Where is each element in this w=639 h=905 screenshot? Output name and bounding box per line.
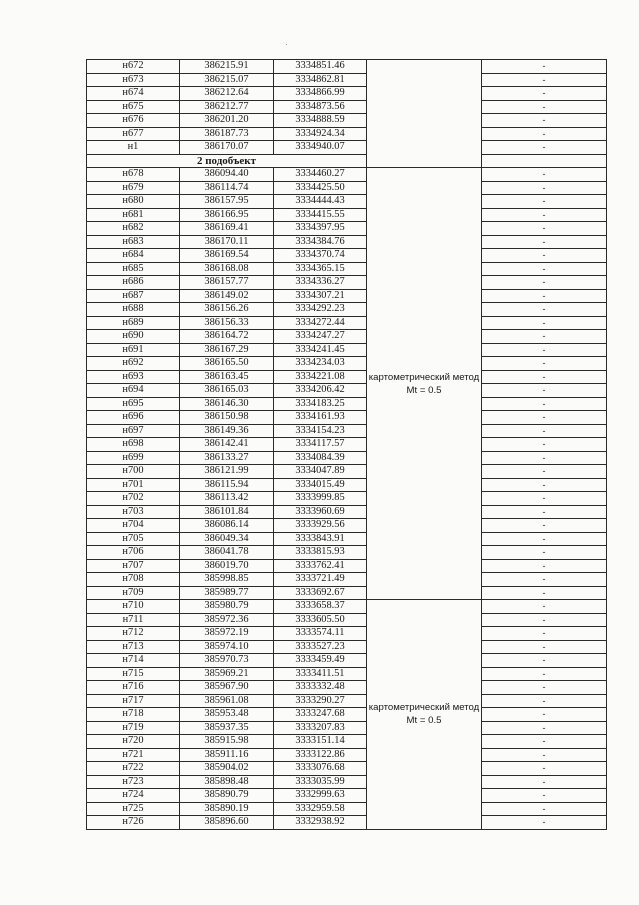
table-row [87, 613, 607, 627]
table-row [87, 316, 607, 330]
y-coordinate-cell: 3334384.76 [274, 235, 367, 249]
accuracy-cell: - [482, 330, 607, 344]
table-row [87, 195, 607, 209]
y-coordinate-cell: 3334221.08 [274, 370, 367, 384]
y-coordinate-cell: 3334444.43 [274, 195, 367, 209]
accuracy-cell: - [482, 195, 607, 209]
point-id-cell: н681 [87, 208, 180, 222]
y-coordinate-cell: 3333843.91 [274, 532, 367, 546]
point-id-cell: н672 [87, 60, 180, 74]
table-row [87, 600, 607, 614]
x-coordinate-cell: 385911.16 [180, 748, 274, 762]
table-row [87, 249, 607, 263]
x-coordinate-cell: 386168.08 [180, 262, 274, 276]
point-id-cell: н696 [87, 411, 180, 425]
y-coordinate-cell: 3332959.58 [274, 802, 367, 816]
accuracy-cell: - [482, 438, 607, 452]
x-coordinate-cell: 386157.77 [180, 276, 274, 290]
table-row [87, 235, 607, 249]
x-coordinate-cell: 386156.26 [180, 303, 274, 317]
accuracy-cell: - [482, 289, 607, 303]
accuracy-cell: - [482, 681, 607, 695]
x-coordinate-cell: 386166.95 [180, 208, 274, 222]
y-coordinate-cell: 3334336.27 [274, 276, 367, 290]
y-coordinate-cell: 3333207.83 [274, 721, 367, 735]
x-coordinate-cell: 386121.99 [180, 465, 274, 479]
y-coordinate-cell: 3334234.03 [274, 357, 367, 371]
y-coordinate-cell: 3334084.39 [274, 451, 367, 465]
point-id-cell: н692 [87, 357, 180, 371]
accuracy-cell: - [482, 654, 607, 668]
accuracy-cell: - [482, 816, 607, 830]
x-coordinate-cell: 385980.79 [180, 600, 274, 614]
accuracy-cell: - [482, 357, 607, 371]
table-row [87, 141, 607, 155]
x-coordinate-cell: 386150.98 [180, 411, 274, 425]
y-coordinate-cell: 3334241.45 [274, 343, 367, 357]
table-row [87, 222, 607, 236]
point-id-cell: н711 [87, 613, 180, 627]
accuracy-cell: - [482, 343, 607, 357]
section-row [87, 154, 607, 168]
point-id-cell: н687 [87, 289, 180, 303]
point-id-cell: н717 [87, 694, 180, 708]
point-id-cell: н726 [87, 816, 180, 830]
method-cell [367, 60, 482, 168]
accuracy-cell: - [482, 73, 607, 87]
accuracy-cell: - [482, 60, 607, 74]
accuracy-cell: - [482, 519, 607, 533]
point-id-cell: н713 [87, 640, 180, 654]
table-row [87, 667, 607, 681]
accuracy-cell: - [482, 586, 607, 600]
point-id-cell: н700 [87, 465, 180, 479]
point-id-cell: н723 [87, 775, 180, 789]
point-id-cell: н678 [87, 168, 180, 182]
scan-speck [286, 44, 287, 45]
accuracy-cell: - [482, 532, 607, 546]
table-row [87, 627, 607, 641]
x-coordinate-cell: 386165.03 [180, 384, 274, 398]
point-id-cell: н676 [87, 114, 180, 128]
accuracy-cell: - [482, 748, 607, 762]
point-id-cell: н706 [87, 546, 180, 560]
point-id-cell: н722 [87, 762, 180, 776]
point-id-cell: н716 [87, 681, 180, 695]
point-id-cell: н710 [87, 600, 180, 614]
x-coordinate-cell: 385970.73 [180, 654, 274, 668]
x-coordinate-cell: 385989.77 [180, 586, 274, 600]
y-coordinate-cell: 3333692.67 [274, 586, 367, 600]
table-row [87, 465, 607, 479]
point-id-cell: н703 [87, 505, 180, 519]
x-coordinate-cell: 386215.07 [180, 73, 274, 87]
point-id-cell: н684 [87, 249, 180, 263]
table-row [87, 492, 607, 506]
accuracy-cell: - [482, 411, 607, 425]
accuracy-cell: - [482, 208, 607, 222]
table-row [87, 114, 607, 128]
y-coordinate-cell: 3334183.25 [274, 397, 367, 411]
point-id-cell: н714 [87, 654, 180, 668]
table-row [87, 438, 607, 452]
y-coordinate-cell: 3333411.51 [274, 667, 367, 681]
table-row [87, 397, 607, 411]
point-id-cell: н712 [87, 627, 180, 641]
y-coordinate-cell: 3333290.27 [274, 694, 367, 708]
x-coordinate-cell: 386019.70 [180, 559, 274, 573]
table-row [87, 735, 607, 749]
accuracy-cell: - [482, 708, 607, 722]
y-coordinate-cell: 3333122.86 [274, 748, 367, 762]
point-id-cell: н690 [87, 330, 180, 344]
x-coordinate-cell: 386049.34 [180, 532, 274, 546]
y-coordinate-cell: 3332999.63 [274, 789, 367, 803]
x-coordinate-cell: 385961.08 [180, 694, 274, 708]
point-id-cell: н695 [87, 397, 180, 411]
y-coordinate-cell: 3333999.85 [274, 492, 367, 506]
y-coordinate-cell: 3334851.46 [274, 60, 367, 74]
point-id-cell: н694 [87, 384, 180, 398]
y-coordinate-cell: 3334161.93 [274, 411, 367, 425]
x-coordinate-cell: 386169.41 [180, 222, 274, 236]
table-row [87, 289, 607, 303]
y-coordinate-cell: 3333815.93 [274, 546, 367, 560]
coordinates-table-body [87, 60, 607, 830]
y-coordinate-cell: 3334415.55 [274, 208, 367, 222]
x-coordinate-cell: 385898.48 [180, 775, 274, 789]
table-row [87, 640, 607, 654]
accuracy-cell: - [482, 559, 607, 573]
y-coordinate-cell: 3334425.50 [274, 181, 367, 195]
accuracy-cell: - [482, 181, 607, 195]
y-coordinate-cell: 3333151.14 [274, 735, 367, 749]
table-row [87, 519, 607, 533]
accuracy-cell: - [482, 235, 607, 249]
accuracy-cell: - [482, 775, 607, 789]
x-coordinate-cell: 386169.54 [180, 249, 274, 263]
y-coordinate-cell: 3334047.89 [274, 465, 367, 479]
point-id-cell: н680 [87, 195, 180, 209]
point-id-cell: н707 [87, 559, 180, 573]
accuracy-cell: - [482, 600, 607, 614]
table-row [87, 559, 607, 573]
y-coordinate-cell: 3332938.92 [274, 816, 367, 830]
x-coordinate-cell: 386149.36 [180, 424, 274, 438]
point-id-cell: н698 [87, 438, 180, 452]
x-coordinate-cell: 386086.14 [180, 519, 274, 533]
y-coordinate-cell: 3334015.49 [274, 478, 367, 492]
accuracy-cell: - [482, 141, 607, 155]
y-coordinate-cell: 3333332.48 [274, 681, 367, 695]
accuracy-cell: - [482, 478, 607, 492]
method-cell: картометрический метод Mt = 0.5 [367, 168, 482, 600]
point-id-cell: н693 [87, 370, 180, 384]
accuracy-cell: - [482, 762, 607, 776]
accuracy-cell: - [482, 87, 607, 101]
y-coordinate-cell: 3334873.56 [274, 100, 367, 114]
point-id-cell: н673 [87, 73, 180, 87]
point-id-cell: н677 [87, 127, 180, 141]
x-coordinate-cell: 386215.91 [180, 60, 274, 74]
table-row [87, 546, 607, 560]
accuracy-cell: - [482, 640, 607, 654]
accuracy-cell: - [482, 465, 607, 479]
accuracy-cell: - [482, 100, 607, 114]
section-accuracy-cell [482, 154, 607, 168]
x-coordinate-cell: 386163.45 [180, 370, 274, 384]
table-row [87, 168, 607, 182]
point-id-cell: н686 [87, 276, 180, 290]
point-id-cell: н683 [87, 235, 180, 249]
y-coordinate-cell: 3334307.21 [274, 289, 367, 303]
x-coordinate-cell: 386187.73 [180, 127, 274, 141]
table-row [87, 127, 607, 141]
accuracy-cell: - [482, 546, 607, 560]
accuracy-cell: - [482, 370, 607, 384]
accuracy-cell: - [482, 667, 607, 681]
y-coordinate-cell: 3334247.27 [274, 330, 367, 344]
accuracy-cell: - [482, 384, 607, 398]
point-id-cell: н688 [87, 303, 180, 317]
table-row [87, 681, 607, 695]
table-row [87, 100, 607, 114]
table-row [87, 262, 607, 276]
x-coordinate-cell: 385972.36 [180, 613, 274, 627]
table-row [87, 505, 607, 519]
x-coordinate-cell: 385998.85 [180, 573, 274, 587]
x-coordinate-cell: 385915.98 [180, 735, 274, 749]
point-id-cell: н1 [87, 141, 180, 155]
accuracy-cell: - [482, 303, 607, 317]
y-coordinate-cell: 3334272.44 [274, 316, 367, 330]
y-coordinate-cell: 3334460.27 [274, 168, 367, 182]
point-id-cell: н720 [87, 735, 180, 749]
accuracy-cell: - [482, 627, 607, 641]
y-coordinate-cell: 3334370.74 [274, 249, 367, 263]
y-coordinate-cell: 3333459.49 [274, 654, 367, 668]
table-row [87, 357, 607, 371]
x-coordinate-cell: 385969.21 [180, 667, 274, 681]
accuracy-cell: - [482, 222, 607, 236]
y-coordinate-cell: 3333762.41 [274, 559, 367, 573]
table-row [87, 478, 607, 492]
x-coordinate-cell: 386165.50 [180, 357, 274, 371]
table-row [87, 816, 607, 830]
y-coordinate-cell: 3334940.07 [274, 141, 367, 155]
accuracy-cell: - [482, 168, 607, 182]
accuracy-cell: - [482, 573, 607, 587]
section-title: 2 подобъект [87, 154, 367, 168]
x-coordinate-cell: 385974.10 [180, 640, 274, 654]
table-row [87, 721, 607, 735]
point-id-cell: н708 [87, 573, 180, 587]
y-coordinate-cell: 3334292.23 [274, 303, 367, 317]
point-id-cell: н679 [87, 181, 180, 195]
y-coordinate-cell: 3333721.49 [274, 573, 367, 587]
accuracy-cell: - [482, 694, 607, 708]
x-coordinate-cell: 385904.02 [180, 762, 274, 776]
point-id-cell: н701 [87, 478, 180, 492]
point-id-cell: н715 [87, 667, 180, 681]
accuracy-cell: - [482, 127, 607, 141]
point-id-cell: н682 [87, 222, 180, 236]
y-coordinate-cell: 3334924.34 [274, 127, 367, 141]
x-coordinate-cell: 386146.30 [180, 397, 274, 411]
point-id-cell: н704 [87, 519, 180, 533]
point-id-cell: н709 [87, 586, 180, 600]
x-coordinate-cell: 386133.27 [180, 451, 274, 465]
accuracy-cell: - [482, 397, 607, 411]
x-coordinate-cell: 386170.07 [180, 141, 274, 155]
point-id-cell: н697 [87, 424, 180, 438]
x-coordinate-cell: 386094.40 [180, 168, 274, 182]
table-row [87, 802, 607, 816]
table-row [87, 748, 607, 762]
table-row [87, 370, 607, 384]
accuracy-cell: - [482, 424, 607, 438]
x-coordinate-cell: 386115.94 [180, 478, 274, 492]
point-id-cell: н724 [87, 789, 180, 803]
y-coordinate-cell: 3334206.42 [274, 384, 367, 398]
table-row [87, 384, 607, 398]
x-coordinate-cell: 386212.77 [180, 100, 274, 114]
y-coordinate-cell: 3333247.68 [274, 708, 367, 722]
coordinates-table [86, 59, 607, 830]
accuracy-cell: - [482, 789, 607, 803]
x-coordinate-cell: 385896.60 [180, 816, 274, 830]
y-coordinate-cell: 3334365.15 [274, 262, 367, 276]
x-coordinate-cell: 386114.74 [180, 181, 274, 195]
point-id-cell: н675 [87, 100, 180, 114]
point-id-cell: н718 [87, 708, 180, 722]
table-row [87, 654, 607, 668]
x-coordinate-cell: 386113.42 [180, 492, 274, 506]
point-id-cell: н702 [87, 492, 180, 506]
y-coordinate-cell: 3333527.23 [274, 640, 367, 654]
table-row [87, 708, 607, 722]
x-coordinate-cell: 386101.84 [180, 505, 274, 519]
x-coordinate-cell: 385967.90 [180, 681, 274, 695]
accuracy-cell: - [482, 114, 607, 128]
y-coordinate-cell: 3334866.99 [274, 87, 367, 101]
table-row [87, 330, 607, 344]
method-cell: картометрический метод Mt = 0.5 [367, 600, 482, 830]
point-id-cell: н674 [87, 87, 180, 101]
point-id-cell: н689 [87, 316, 180, 330]
y-coordinate-cell: 3333574.11 [274, 627, 367, 641]
y-coordinate-cell: 3334117.57 [274, 438, 367, 452]
x-coordinate-cell: 386201.20 [180, 114, 274, 128]
table-row [87, 181, 607, 195]
table-row [87, 586, 607, 600]
accuracy-cell: - [482, 505, 607, 519]
x-coordinate-cell: 386164.72 [180, 330, 274, 344]
accuracy-cell: - [482, 262, 607, 276]
x-coordinate-cell: 386041.78 [180, 546, 274, 560]
point-id-cell: н721 [87, 748, 180, 762]
table-row [87, 789, 607, 803]
x-coordinate-cell: 386157.95 [180, 195, 274, 209]
x-coordinate-cell: 385972.19 [180, 627, 274, 641]
table-row [87, 775, 607, 789]
y-coordinate-cell: 3334154.23 [274, 424, 367, 438]
y-coordinate-cell: 3334397.95 [274, 222, 367, 236]
table-row [87, 73, 607, 87]
x-coordinate-cell: 386212.64 [180, 87, 274, 101]
table-row [87, 451, 607, 465]
table-row [87, 424, 607, 438]
y-coordinate-cell: 3334862.81 [274, 73, 367, 87]
x-coordinate-cell: 385937.35 [180, 721, 274, 735]
x-coordinate-cell: 385890.19 [180, 802, 274, 816]
point-id-cell: н719 [87, 721, 180, 735]
point-id-cell: н685 [87, 262, 180, 276]
y-coordinate-cell: 3333658.37 [274, 600, 367, 614]
x-coordinate-cell: 386167.29 [180, 343, 274, 357]
accuracy-cell: - [482, 249, 607, 263]
x-coordinate-cell: 385953.48 [180, 708, 274, 722]
table-row [87, 208, 607, 222]
x-coordinate-cell: 386170.11 [180, 235, 274, 249]
accuracy-cell: - [482, 721, 607, 735]
table-row [87, 573, 607, 587]
table-row [87, 532, 607, 546]
accuracy-cell: - [482, 613, 607, 627]
y-coordinate-cell: 3334888.59 [274, 114, 367, 128]
point-id-cell: н725 [87, 802, 180, 816]
accuracy-cell: - [482, 735, 607, 749]
table-row [87, 303, 607, 317]
table-row [87, 762, 607, 776]
x-coordinate-cell: 386149.02 [180, 289, 274, 303]
point-id-cell: н691 [87, 343, 180, 357]
point-id-cell: н705 [87, 532, 180, 546]
accuracy-cell: - [482, 802, 607, 816]
x-coordinate-cell: 386156.33 [180, 316, 274, 330]
accuracy-cell: - [482, 276, 607, 290]
x-coordinate-cell: 386142.41 [180, 438, 274, 452]
accuracy-cell: - [482, 316, 607, 330]
table-row [87, 411, 607, 425]
table-row [87, 87, 607, 101]
table-row [87, 60, 607, 74]
y-coordinate-cell: 3333929.56 [274, 519, 367, 533]
y-coordinate-cell: 3333076.68 [274, 762, 367, 776]
point-id-cell: н699 [87, 451, 180, 465]
accuracy-cell: - [482, 492, 607, 506]
y-coordinate-cell: 3333035.99 [274, 775, 367, 789]
table-row [87, 343, 607, 357]
table-row [87, 694, 607, 708]
y-coordinate-cell: 3333960.69 [274, 505, 367, 519]
accuracy-cell: - [482, 451, 607, 465]
x-coordinate-cell: 385890.79 [180, 789, 274, 803]
table-row [87, 276, 607, 290]
y-coordinate-cell: 3333605.50 [274, 613, 367, 627]
